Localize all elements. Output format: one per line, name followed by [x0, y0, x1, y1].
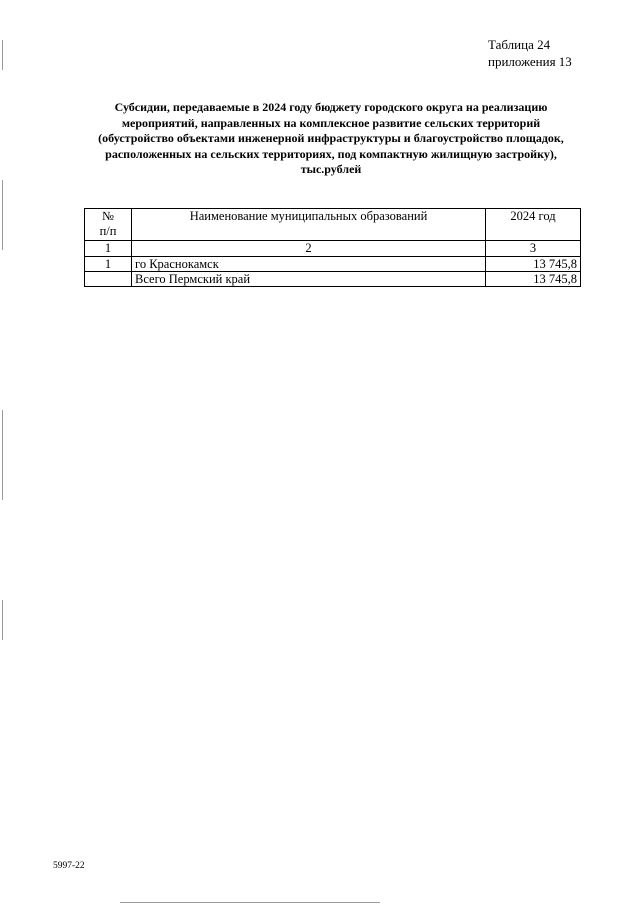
- header-year: 2024 год: [486, 209, 581, 241]
- column-number: 3: [486, 241, 581, 257]
- title-line: мероприятий, направленных на комплексное развитие сельских территорий: [121, 115, 541, 130]
- row-number: 1: [85, 257, 132, 272]
- scan-edge-mark: [2, 600, 3, 640]
- scan-edge-mark: [2, 40, 3, 70]
- scan-edge-mark: [2, 410, 3, 500]
- header-municipality: Наименование муниципальных образований: [132, 209, 486, 241]
- document-title: [96, 100, 566, 178]
- column-number-row: [85, 241, 581, 257]
- table-number: Таблица 24: [488, 37, 551, 52]
- table-total-row: [85, 272, 581, 287]
- header-number: № п/п: [85, 209, 132, 241]
- column-number: 2: [132, 241, 486, 257]
- table-reference: [488, 36, 572, 70]
- document-code: 5997-22: [53, 861, 85, 871]
- column-number: 1: [85, 241, 132, 257]
- table-header-row: [85, 209, 581, 241]
- scan-edge-mark: [120, 902, 380, 903]
- title-line-unit: тыс.рублей: [300, 162, 362, 176]
- row-number: [85, 272, 132, 287]
- amount-cell: 13 745,8: [486, 257, 581, 272]
- subsidy-table: [84, 208, 581, 287]
- title-line: (обустройство объектами инженерной инфраструктуры и благоустройство площадок,: [98, 131, 564, 145]
- title-line: расположенных на сельских территориях, под компактную жилищную застройку),: [105, 146, 557, 161]
- title-line: Субсидии, передаваемые в 2024 году бюджету городского округа на реализацию: [114, 100, 548, 114]
- table-row: [85, 257, 581, 272]
- municipality-name: го Краснокамск: [132, 257, 486, 272]
- scan-edge-mark: [2, 180, 3, 250]
- municipality-name: Всего Пермский край: [132, 272, 486, 287]
- appendix-number: приложения 13: [488, 54, 572, 69]
- amount-cell: 13 745,8: [486, 272, 581, 287]
